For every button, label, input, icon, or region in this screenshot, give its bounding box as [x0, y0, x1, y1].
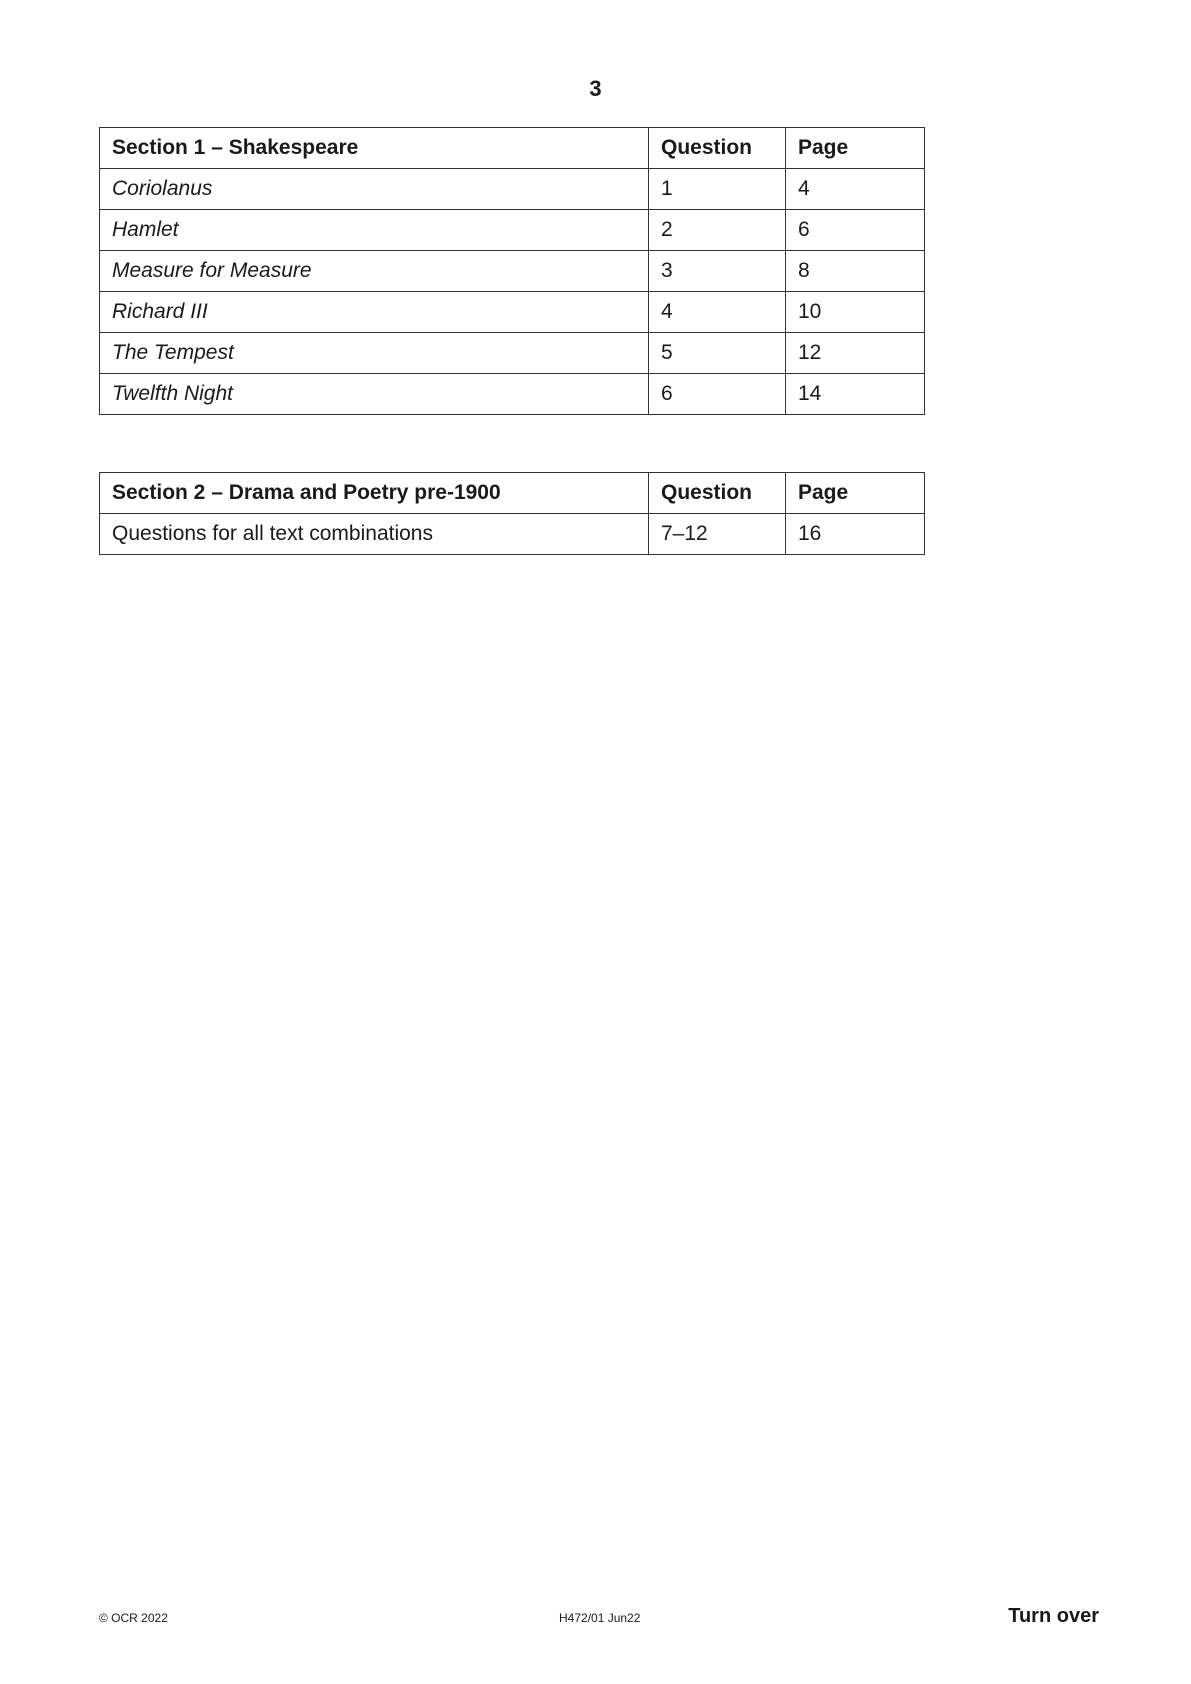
table-row — [100, 333, 925, 374]
page-ref: 10 — [786, 292, 925, 333]
section2-title: Section 2 – Drama and Poetry pre-1900 — [100, 473, 649, 514]
question-number: 4 — [649, 292, 786, 333]
question-number: 2 — [649, 210, 786, 251]
page-ref: 4 — [786, 169, 925, 210]
question-number: 5 — [649, 333, 786, 374]
question-column-header: Question — [649, 473, 786, 514]
text-title: The Tempest — [100, 333, 649, 374]
page-column-header: Page — [786, 128, 925, 169]
paper-code: H472/01 Jun22 — [559, 1611, 641, 1625]
text-title: Questions for all text combinations — [100, 514, 649, 555]
page-ref: 12 — [786, 333, 925, 374]
text-title: Twelfth Night — [100, 374, 649, 415]
table-row — [100, 251, 925, 292]
table-row — [100, 374, 925, 415]
question-number: 3 — [649, 251, 786, 292]
section2-table — [99, 472, 925, 555]
page-number: 3 — [589, 76, 602, 101]
copyright-notice: © OCR 2022 — [99, 1611, 168, 1625]
table-header-row — [100, 473, 925, 514]
page-column-header: Page — [786, 473, 925, 514]
question-number: 1 — [649, 169, 786, 210]
table-row — [100, 210, 925, 251]
text-title: Coriolanus — [100, 169, 649, 210]
section1-title: Section 1 – Shakespeare — [100, 128, 649, 169]
text-title: Hamlet — [100, 210, 649, 251]
page-ref: 16 — [786, 514, 925, 555]
question-column-header: Question — [649, 128, 786, 169]
table-header-row — [100, 128, 925, 169]
turn-over-label: Turn over — [1008, 1605, 1099, 1627]
page-ref: 8 — [786, 251, 925, 292]
table-row — [100, 514, 925, 555]
question-number: 6 — [649, 374, 786, 415]
section1-table — [99, 127, 925, 415]
text-title: Measure for Measure — [100, 251, 649, 292]
table-row — [100, 169, 925, 210]
text-title: Richard III — [100, 292, 649, 333]
table-row — [100, 292, 925, 333]
page-ref: 6 — [786, 210, 925, 251]
question-number: 7–12 — [649, 514, 786, 555]
page-ref: 14 — [786, 374, 925, 415]
